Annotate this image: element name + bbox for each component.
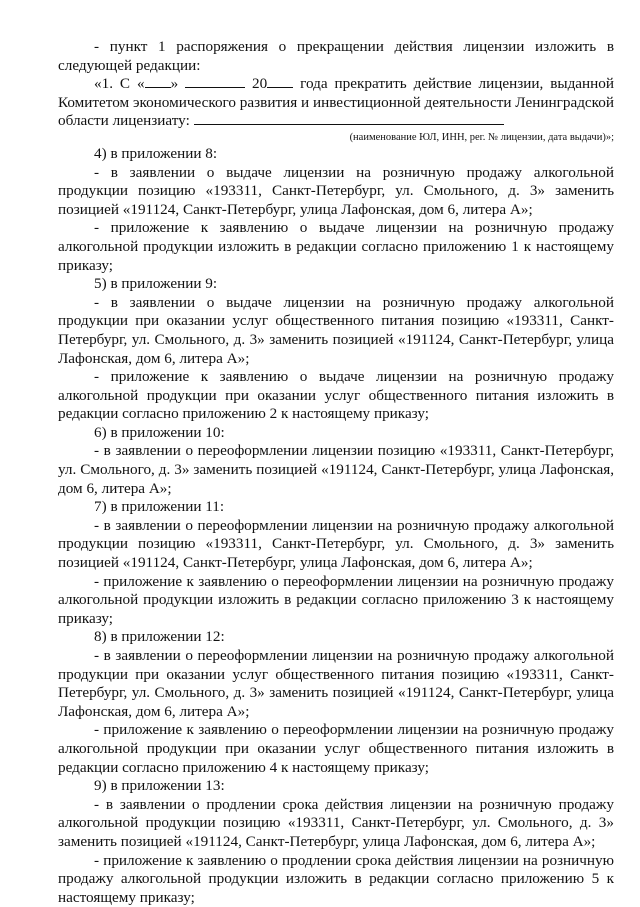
paragraph-11: 7) в приложении 11: [94, 498, 225, 516]
paragraph-2 [58, 75, 614, 131]
paragraph-6: 5) в приложении 9: [94, 275, 218, 293]
paragraph-5: - приложение к заявлению о выдаче лицензии на розничную продажу алкогольной продукции изложить в редакции согласно приложению 1 к настоящему приказу; [58, 219, 614, 274]
paragraph-1: - пункт 1 распоряжения о прекращении действия лицензии изложить в следующей редакции: [58, 38, 614, 74]
paragraph-13: - приложение к заявлению о переоформлении лицензии на розничную продажу алкогольной продукции изложить в редакции согласно приложению 3 к настоящему приказу; [58, 572, 614, 627]
licensee-blank [194, 112, 504, 125]
paragraph-9: 6) в приложении 10: [94, 423, 225, 441]
paragraph-15: - в заявлении о переоформлении лицензии на розничную продажу алкогольной продукции при оказании услуг общественного питания позицию «193311, Санкт-Петербург, ул. Смольного, д. 3» заменить позицией «191124, Санкт-Петербург, улица Лафонская, дом 6, литера А»; [58, 647, 614, 720]
licensee-hint: (наименование ЮЛ, ИНН, рег. № лицензии, дата выдачи)»; [349, 131, 614, 143]
month-blank [185, 75, 245, 88]
paragraph-2-quote: » [170, 75, 179, 93]
document-page [58, 38, 614, 907]
paragraph-2-year: 20 [252, 75, 268, 93]
paragraph-10: - в заявлении о переоформлении лицензии позицию «193311, Санкт-Петербург, ул. Смольного, д. 3» заменить позицией «191124, Санкт-Петербург, улица Лафонская, дом 6, литера А»; [58, 442, 614, 497]
paragraph-19: - приложение к заявлению о продлении срока действия лицензии на розничную продажу алкогольной продукции изложить в редакции согласно приложению 5 к настоящему приказу; [58, 851, 614, 906]
paragraph-18: - в заявлении о продлении срока действия лицензии на розничную продажу алкогольной продукции позицию «193311, Санкт-Петербург, ул. Смольного, д. 3» заменить позицией «191124, Санкт-Петербург, улица Лафонская, дом 6, литера А»; [58, 795, 614, 850]
paragraph-2-start: «1. С « [94, 75, 145, 93]
paragraph-3: 4) в приложении 8: [94, 144, 218, 162]
paragraph-8: - приложение к заявлению о выдаче лицензии на розничную продажу алкогольной продукции при оказании услуг общественного питания изложить в редакции согласно приложению 2 к настоящему приказу; [58, 368, 614, 423]
paragraph-17: 9) в приложении 13: [94, 777, 225, 795]
day-blank [145, 75, 171, 88]
paragraph-4: - в заявлении о выдаче лицензии на розничную продажу алкогольной продукции позицию «193311, Санкт-Петербург, ул. Смольного, д. 3» заменить позицией «191124, Санкт-Петербург, улица Лафонская, дом 6, литера А»; [58, 163, 614, 218]
paragraph-16: - приложение к заявлению о переоформлении лицензии на розничную продажу алкогольной продукции при оказании услуг общественного питания изложить в редакции согласно приложению 4 к настоящему приказу; [58, 721, 614, 776]
year-blank [267, 75, 293, 88]
paragraph-12: - в заявлении о переоформлении лицензии на розничную продажу алкогольной продукции позицию «193311, Санкт-Петербург, ул. Смольного, д. 3» заменить позицией «191124, Санкт-Петербург, улица Лафонская, дом 6, литера А»; [58, 516, 614, 572]
paragraph-2-rest: года прекратить действие лицензии, выданной Комитетом экономического развития и инвестиционной деятельности Ленинградской области лицензиату: [58, 75, 615, 130]
paragraph-14: 8) в приложении 12: [94, 628, 225, 646]
paragraph-7: - в заявлении о выдаче лицензии на розничную продажу алкогольной продукции при оказании услуг общественного питания позицию «193311, Санкт-Петербург, ул. Смольного, д. 3» заменить позицией «191124, Санкт-Петербург, улица Лафонская, дом 6, литера А»; [58, 293, 614, 367]
